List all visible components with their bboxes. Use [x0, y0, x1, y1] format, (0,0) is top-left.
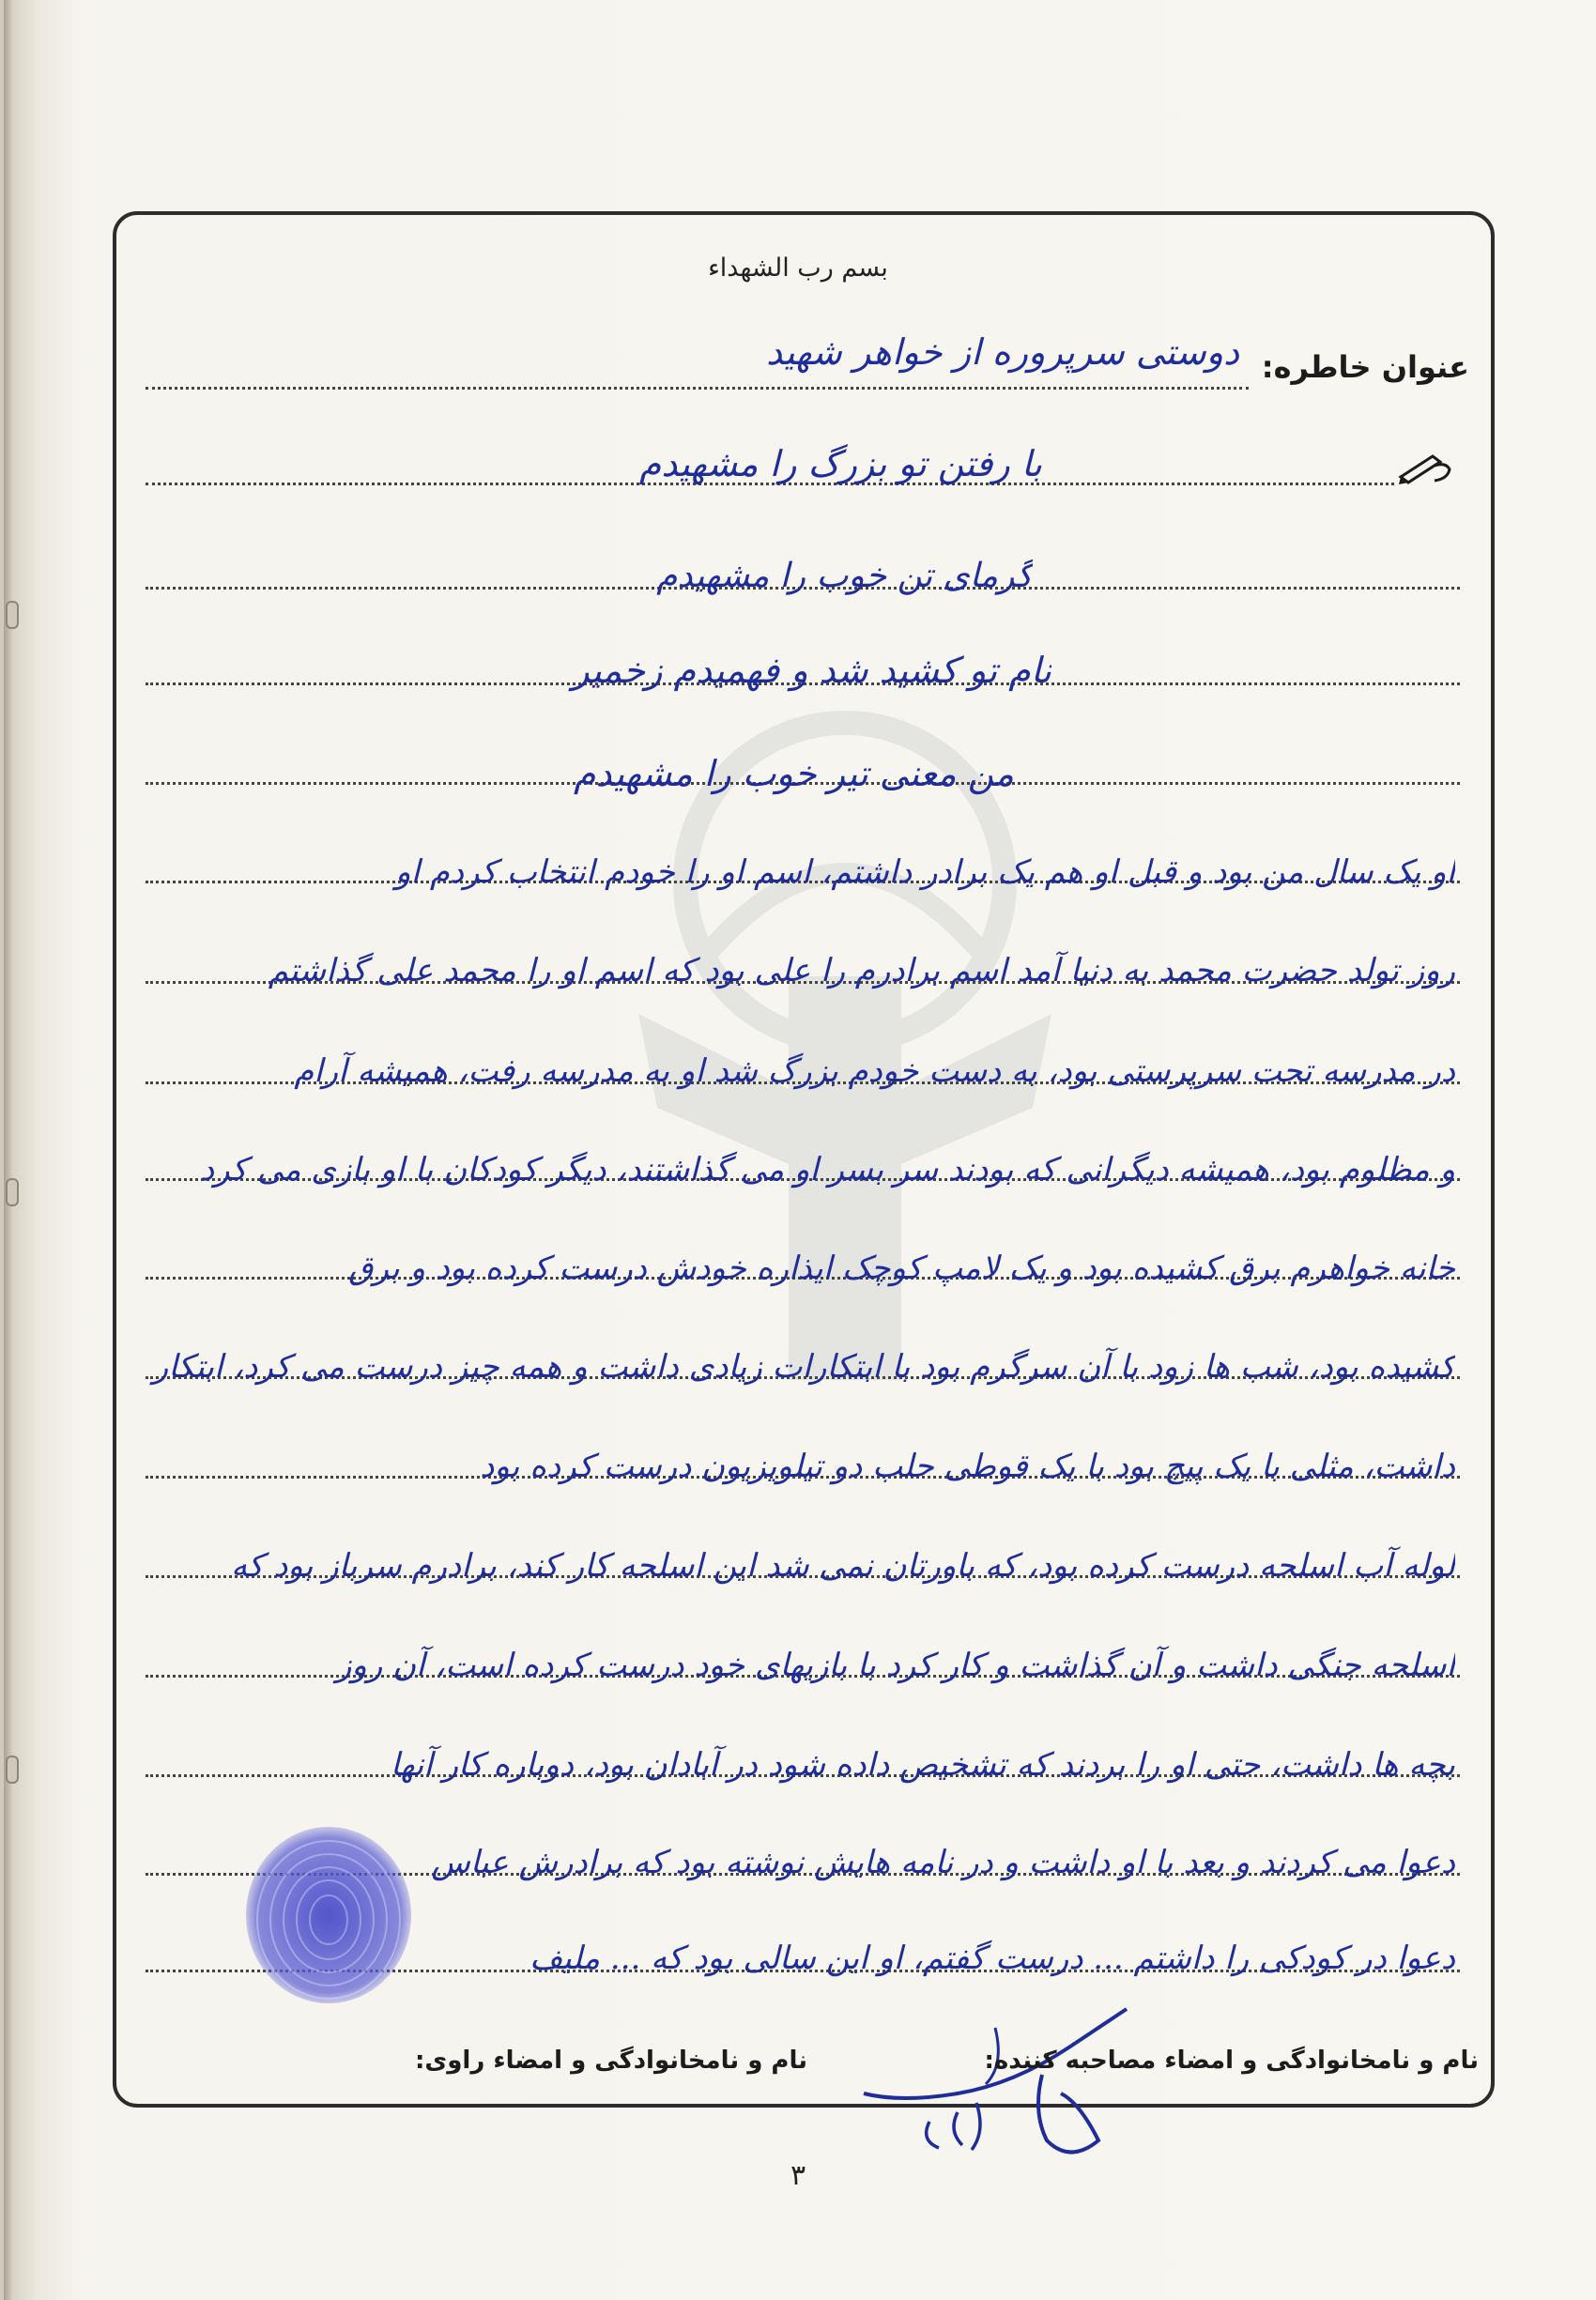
memoir-line: دعوا می کردند و بعد با او داشت و در نامه هایش نوشته بود که برادرش عباس: [431, 1844, 1455, 1881]
page-header-title: بسم رب الشهداء: [708, 253, 888, 283]
memoir-line: من معنی تیر خوب را مشهیدم: [573, 753, 1014, 794]
memoir-line: نام تو کشید شد و فهمیدم زخمیر: [572, 650, 1051, 691]
page-number: ۳: [790, 2159, 806, 2192]
fingerprint-stamp: [239, 1821, 418, 2009]
memoir-line: داشت، مثلی با یک پیچ بود با یک قوطی حلب دو تیلویزیون درست کرده بود: [480, 1448, 1455, 1485]
memoir-line: لوله آب اسلحه درست کرده بود، که باورتان نمی شد این اسلحه کار کند، برادرم سرباز بود که: [231, 1547, 1455, 1585]
pen-hand-icon: [1397, 449, 1453, 486]
memoir-line: دعوا در کودکی را داشتم ... درست گفتم، او این سالی بود که ... ملیف: [529, 1940, 1455, 1977]
narrator-name-label: نام و نامخانوادگی و امضاء راوی:: [415, 2047, 807, 2075]
memoir-line: روز تولد حضرت محمد به دنیا آمد اسم برادرم را علی بود که اسم او را محمد علی گذاشتم: [268, 952, 1455, 989]
interviewer-name-label: نام و نامخانوادگی و امضاء مصاحبه کننده:: [984, 2047, 1479, 2075]
interviewer-signature: [845, 1990, 1145, 2169]
memoir-line: گرمای تن خوب را مشهیدم: [656, 557, 1033, 595]
memoir-line: خانه خواهرم برق کشیده بود و یک لامپ کوچک ایذاره خودش درست کرده بود و برق: [348, 1250, 1455, 1287]
memoir-line: در مدرسه تحت سرپرستی بود، به دست خودم بزرگ شد او به مدرسه رفت، همیشه آرام: [294, 1052, 1455, 1090]
staple: [6, 1178, 19, 1206]
memoir-line: بچه ها داشت، حتی او را بردند که تشخیص داده شود در آبادان بود، دوباره کار آنها: [390, 1746, 1455, 1784]
dotted-line: [146, 387, 1249, 390]
staple: [6, 601, 19, 629]
memoir-title-value: دوستی سرپروره از خواهر شهید: [766, 331, 1239, 373]
memoir-title-label: عنوان خاطره:: [1261, 349, 1469, 385]
memoir-line: کشیده بود، شب ها زود با آن سرگرم بود با ابتکارات زیادی داشت و همه چیز درست می کرد، ابتکار: [152, 1348, 1455, 1386]
memoir-line: با رفتن تو بزرگ را مشهیدم: [638, 443, 1042, 484]
binding-spine: [4, 0, 13, 2300]
memoir-line: اسلحه جنگی داشت و آن گذاشت و کار کرد با بازیهای خود درست کرده است، آن روز: [336, 1647, 1455, 1684]
memoir-line: و مظلوم بود، همیشه دیگرانی که بودند سر بسر او می گذاشتند، دیگر کودکان با او بازی می کرد: [199, 1151, 1455, 1188]
memoir-line: او یک سال من بود و قبل او هم یک برادر داشتم، اسم او را خودم انتخاب کردم او: [395, 853, 1455, 891]
staple: [6, 1756, 19, 1784]
